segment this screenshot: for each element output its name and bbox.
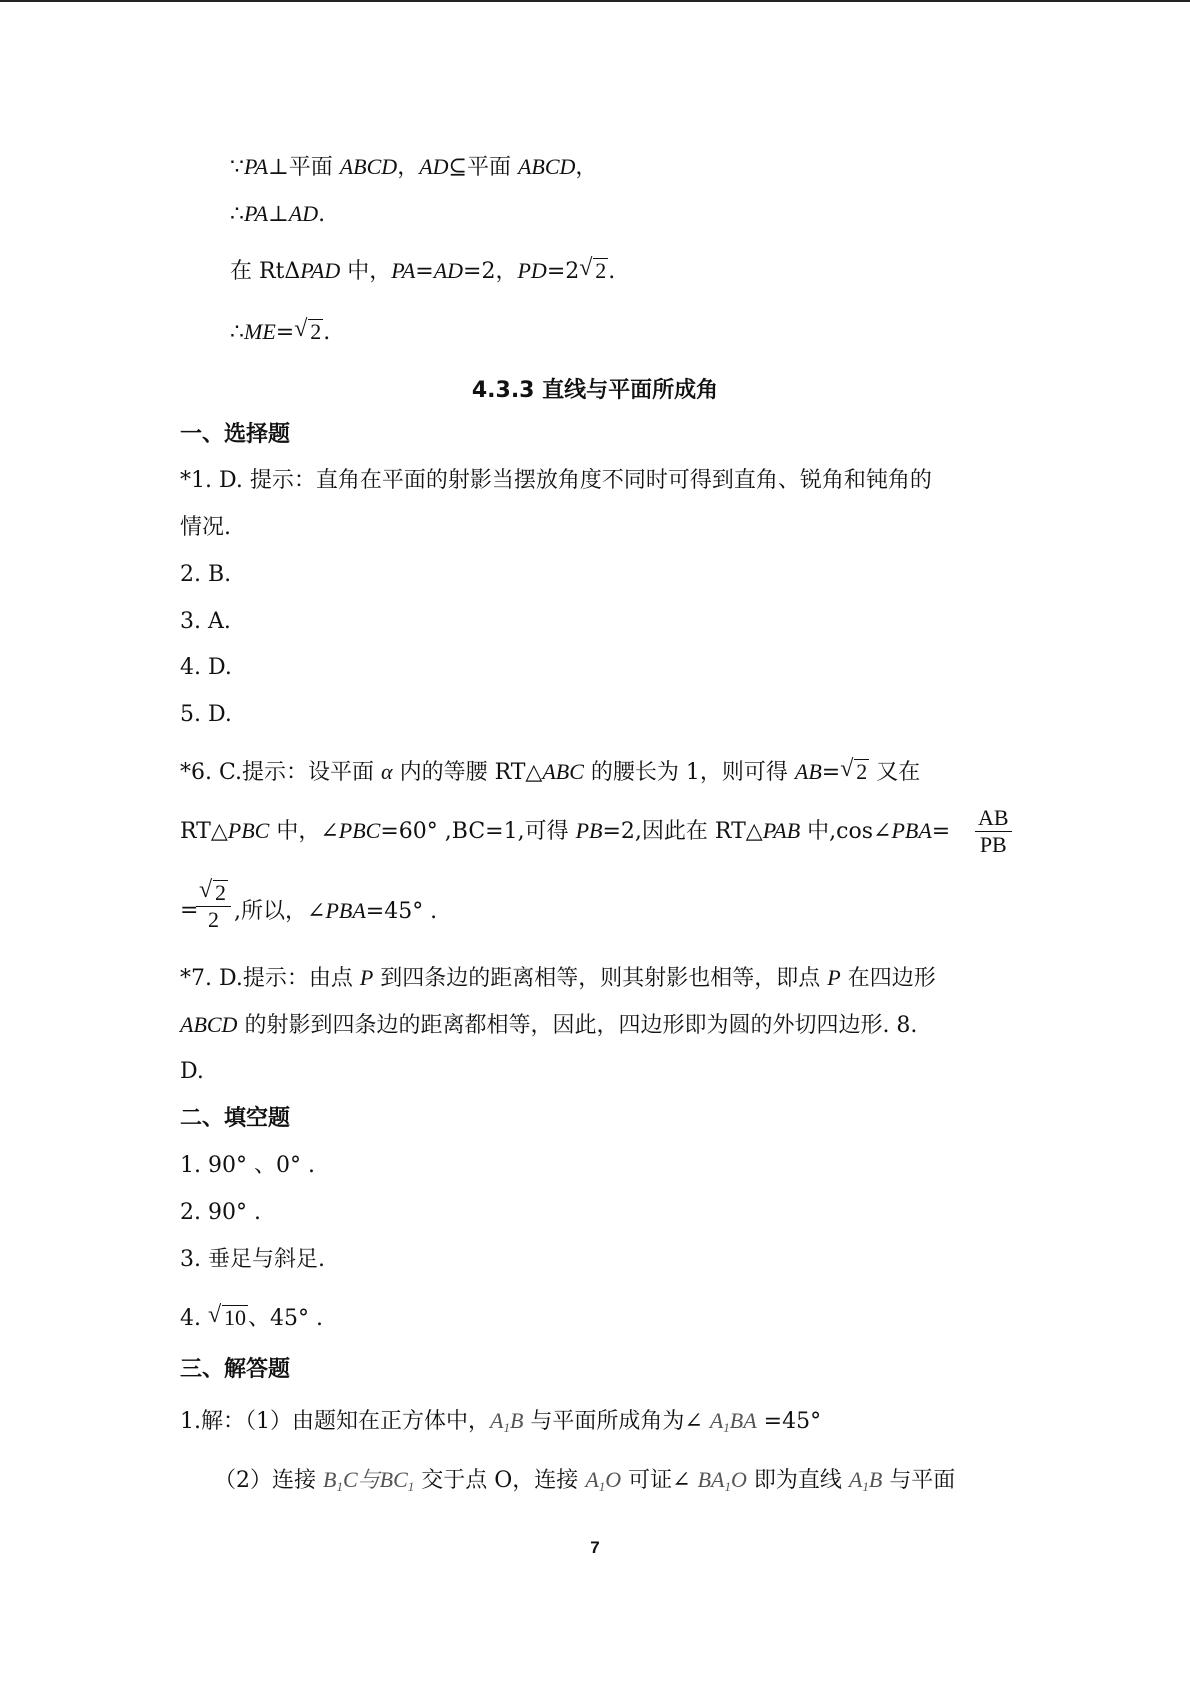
top-rule — [0, 0, 1190, 2]
choice-q7-line2: ABCD 的射影到四条边的距离都相等，因此，四边形即为圆的外切四边形. 8. — [180, 1012, 918, 1038]
proof-line-1: ∵PA⊥平面 ABCD，AD⊆平面 ABCD， — [230, 154, 598, 180]
heading-choice: 一、选择题 — [180, 422, 291, 447]
choice-q5: 5. D. — [180, 702, 232, 727]
choice-q2: 2. B. — [180, 562, 232, 587]
choice-q6-line3-rest: ,所以，∠PBA=45° . — [234, 898, 438, 924]
fraction-ab-over-pb: $\frac{AB}{PB}$ — [975, 805, 1012, 858]
choice-q6-line1: *6. C.提示：设平面 α 内的等腰 RT△ABC 的腰长为 1，则可得 AB= √ 2 又在 — [180, 756, 921, 785]
fill-q2: 2. 90° . — [180, 1200, 261, 1225]
section-title: 4.3.3 直线与平面所成角 — [471, 378, 719, 403]
choice-q3: 3. A. — [180, 609, 231, 634]
choice-q1-line1: *1. D. 提示：直角在平面的射影当摆放角度不同时可得到直角、锐角和钝角的 — [180, 468, 932, 493]
choice-q7-line3: D. — [180, 1059, 204, 1084]
solve-line-2: （2）连接 $B_1C$与$BC_1$ 交于点 O，连接 $A_1O$ 可证∠ $BA_1O$ 即为直线 $A_1B$ 与平面 — [214, 1467, 956, 1494]
sqrt-expression: √ 2 — [579, 255, 607, 283]
sqrt-expression: √ 2 — [840, 756, 868, 784]
heading-fill: 二、填空题 — [180, 1106, 291, 1131]
sqrt-expression: √ 10 — [207, 1302, 246, 1330]
proof-line-2: ∴PA⊥AD. — [230, 201, 326, 227]
fill-q4: 4. √ 10、45° . — [180, 1302, 323, 1331]
choice-q6-line3: = — [180, 898, 199, 923]
choice-q4: 4. D. — [180, 655, 232, 680]
page-number: 7 — [590, 1538, 600, 1557]
heading-solve: 三、解答题 — [180, 1357, 291, 1382]
choice-q7-line1: *7. D.提示：由点 P 到四条边的距离相等，则其射影也相等，即点 P 在四边形 — [180, 965, 936, 991]
choice-q1-line2: 情况. — [180, 515, 231, 540]
choice-q6-line2: RT△PBC 中，∠PBC=60° ,BC=1,可得 PB=2,因此在 RT△PAB 中,cos∠PBA= — [180, 818, 951, 844]
fill-q1: 1. 90° 、0° . — [180, 1153, 315, 1178]
fraction-sqrt2-over-2: √ 2 2 — [196, 880, 231, 933]
proof-line-4: ∴ME= √ 2. — [230, 316, 331, 345]
sqrt-expression: √ 2 — [294, 316, 322, 344]
fill-q3: 3. 垂足与斜足. — [180, 1247, 325, 1272]
proof-line-3: 在 RtΔPAD 中，PA=AD=2，PD=2 √ 2. — [230, 255, 616, 284]
solve-line-1: 1.解：（1）由题知在正方体中，$A_1B$ 与平面所成角为∠ $A_1BA =45^\circ$ — [180, 1408, 822, 1435]
